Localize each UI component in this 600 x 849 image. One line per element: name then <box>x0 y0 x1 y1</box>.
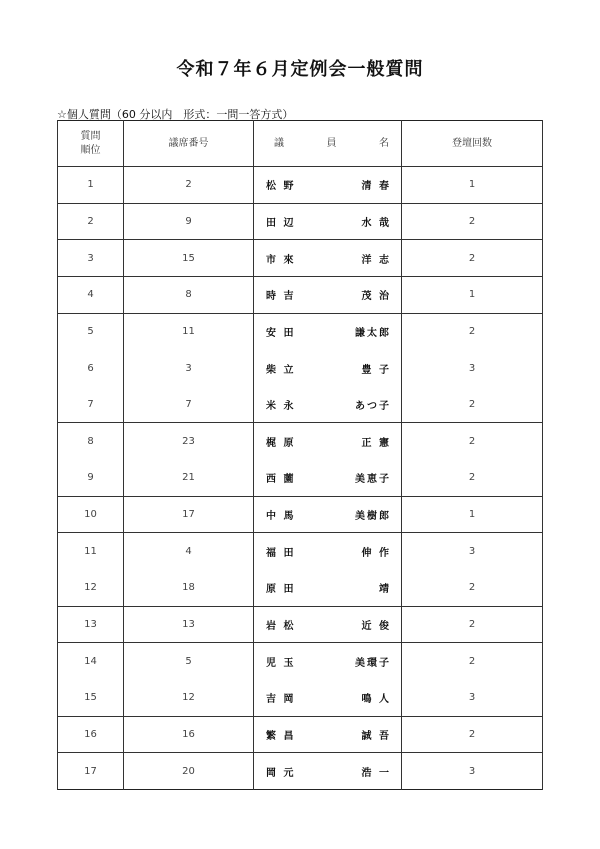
table-row <box>58 460 543 497</box>
seat-number-cell: 17 <box>124 496 254 533</box>
question-order-cell: 9 <box>58 460 124 497</box>
appearance-count-cell: 2 <box>402 240 543 277</box>
member-surname: 岩 松 <box>266 621 296 632</box>
member-name-cell <box>254 167 402 204</box>
header-seat: 議席番号 <box>124 121 254 167</box>
seat-number-cell: 4 <box>124 533 254 570</box>
seat-number-cell: 7 <box>124 386 254 423</box>
member-given-name: 謙太郎 <box>355 328 391 340</box>
question-order-cell: 10 <box>58 496 124 533</box>
table-row <box>58 386 543 423</box>
seat-number-cell: 8 <box>124 276 254 313</box>
header-order <box>58 121 124 167</box>
table-header-row <box>58 121 543 167</box>
appearance-count-cell: 2 <box>402 313 543 350</box>
member-surname: 原 田 <box>266 584 296 596</box>
appearance-count-cell: 3 <box>402 533 543 570</box>
question-order-table <box>57 120 543 790</box>
appearance-count-cell: 2 <box>402 570 543 607</box>
question-order-cell: 12 <box>58 570 124 607</box>
seat-number-cell: 15 <box>124 240 254 277</box>
header-name-part: 名 <box>379 137 389 149</box>
table-row <box>58 753 543 790</box>
member-surname: 柴 立 <box>266 364 296 376</box>
header-order-line2: 順位 <box>80 144 101 156</box>
table-row <box>58 167 543 204</box>
table-body <box>58 167 543 790</box>
appearance-count-cell: 1 <box>402 276 543 313</box>
seat-number-cell: 23 <box>124 423 254 460</box>
member-given-name: 茂 治 <box>361 291 391 303</box>
table-row <box>58 679 543 716</box>
appearance-count-cell: 2 <box>402 460 543 497</box>
member-name-cell <box>254 423 402 460</box>
member-name-cell <box>254 203 402 240</box>
member-name-cell <box>254 350 402 387</box>
member-given-name: あつ子 <box>355 400 391 412</box>
member-given-name: 水 哉 <box>361 217 391 229</box>
member-name-cell <box>254 240 402 277</box>
member-surname: 松 野 <box>266 181 296 193</box>
member-given-name: 美樹郎 <box>355 511 391 523</box>
member-given-name: 清 春 <box>361 181 391 193</box>
question-order-cell: 1 <box>58 167 124 204</box>
member-name-cell <box>254 386 402 423</box>
appearance-count-cell: 2 <box>402 203 543 240</box>
table-row <box>58 533 543 570</box>
member-surname: 米 永 <box>266 400 296 412</box>
question-order-cell: 13 <box>58 606 124 643</box>
member-name-cell <box>254 496 402 533</box>
member-surname: 岡 元 <box>266 767 296 779</box>
seat-number-cell: 20 <box>124 753 254 790</box>
member-surname: 西 薗 <box>266 474 296 486</box>
question-order-cell: 15 <box>58 679 124 716</box>
member-surname: 時 吉 <box>266 291 296 303</box>
member-given-name: 誠 吾 <box>361 730 391 742</box>
member-surname: 児 玉 <box>266 657 296 669</box>
table-row <box>58 716 543 753</box>
member-given-name: 伸 作 <box>361 547 391 559</box>
table-row <box>58 643 543 680</box>
member-given-name: 浩 一 <box>361 767 391 779</box>
member-surname: 安 田 <box>266 328 296 340</box>
question-order-cell: 8 <box>58 423 124 460</box>
header-count: 登壇回数 <box>402 121 543 167</box>
question-order-cell: 17 <box>58 753 124 790</box>
member-name-cell <box>254 460 402 497</box>
table-row <box>58 606 543 643</box>
member-surname: 梶 原 <box>266 438 296 450</box>
member-given-name: 豊 子 <box>361 364 391 376</box>
header-name-part: 員 <box>326 137 337 149</box>
appearance-count-cell: 3 <box>402 753 543 790</box>
header-name-part: 議 <box>274 137 284 149</box>
member-name-cell <box>254 753 402 790</box>
member-surname: 中 馬 <box>266 511 296 523</box>
table-row <box>58 276 543 313</box>
seat-number-cell: 16 <box>124 716 254 753</box>
appearance-count-cell: 2 <box>402 386 543 423</box>
member-name-cell <box>254 679 402 716</box>
member-surname: 繁 昌 <box>266 730 296 742</box>
question-order-cell: 6 <box>58 350 124 387</box>
seat-number-cell: 5 <box>124 643 254 680</box>
member-surname: 市 來 <box>266 254 296 266</box>
appearance-count-cell: 2 <box>402 643 543 680</box>
seat-number-cell: 18 <box>124 570 254 607</box>
table-row <box>58 350 543 387</box>
seat-number-cell: 2 <box>124 167 254 204</box>
page-title: 令和７年６月定例会一般質問 <box>176 59 424 80</box>
member-given-name: 美恵子 <box>355 474 391 486</box>
section-note: ☆個人質問（60 分以内 形式：一問一答方式） <box>57 108 294 121</box>
seat-number-cell: 21 <box>124 460 254 497</box>
member-given-name: 靖 <box>379 584 391 596</box>
member-name-cell <box>254 313 402 350</box>
member-name-cell <box>254 570 402 607</box>
member-given-name: 正 憲 <box>361 438 391 450</box>
appearance-count-cell: 3 <box>402 679 543 716</box>
seat-number-cell: 9 <box>124 203 254 240</box>
question-order-cell: 4 <box>58 276 124 313</box>
header-order-line1: 質問 <box>80 130 101 142</box>
question-order-cell: 2 <box>58 203 124 240</box>
seat-number-cell: 11 <box>124 313 254 350</box>
question-order-cell: 5 <box>58 313 124 350</box>
member-given-name: 洋 志 <box>361 254 391 266</box>
table-row <box>58 313 543 350</box>
appearance-count-cell: 1 <box>402 496 543 533</box>
header-member-name <box>254 121 402 167</box>
member-surname: 福 田 <box>266 547 296 559</box>
seat-number-cell: 13 <box>124 606 254 643</box>
member-name-cell <box>254 643 402 680</box>
member-given-name: 鳴 人 <box>361 694 391 706</box>
member-surname: 吉 岡 <box>266 694 296 706</box>
question-order-cell: 14 <box>58 643 124 680</box>
appearance-count-cell: 1 <box>402 167 543 204</box>
seat-number-cell: 12 <box>124 679 254 716</box>
member-given-name: 近 俊 <box>361 621 391 632</box>
member-name-cell <box>254 716 402 753</box>
table-row <box>58 496 543 533</box>
question-order-cell: 11 <box>58 533 124 570</box>
question-order-cell: 16 <box>58 716 124 753</box>
appearance-count-cell: 3 <box>402 350 543 387</box>
table-row <box>58 570 543 607</box>
member-name-cell <box>254 606 402 643</box>
table-row <box>58 240 543 277</box>
member-surname: 田 辺 <box>266 217 296 229</box>
table-row <box>58 423 543 460</box>
appearance-count-cell: 2 <box>402 606 543 643</box>
appearance-count-cell: 2 <box>402 423 543 460</box>
appearance-count-cell: 2 <box>402 716 543 753</box>
table-row <box>58 203 543 240</box>
member-name-cell <box>254 276 402 313</box>
question-order-cell: 7 <box>58 386 124 423</box>
question-order-cell: 3 <box>58 240 124 277</box>
member-given-name: 美環子 <box>355 657 391 669</box>
seat-number-cell: 3 <box>124 350 254 387</box>
member-name-cell <box>254 533 402 570</box>
